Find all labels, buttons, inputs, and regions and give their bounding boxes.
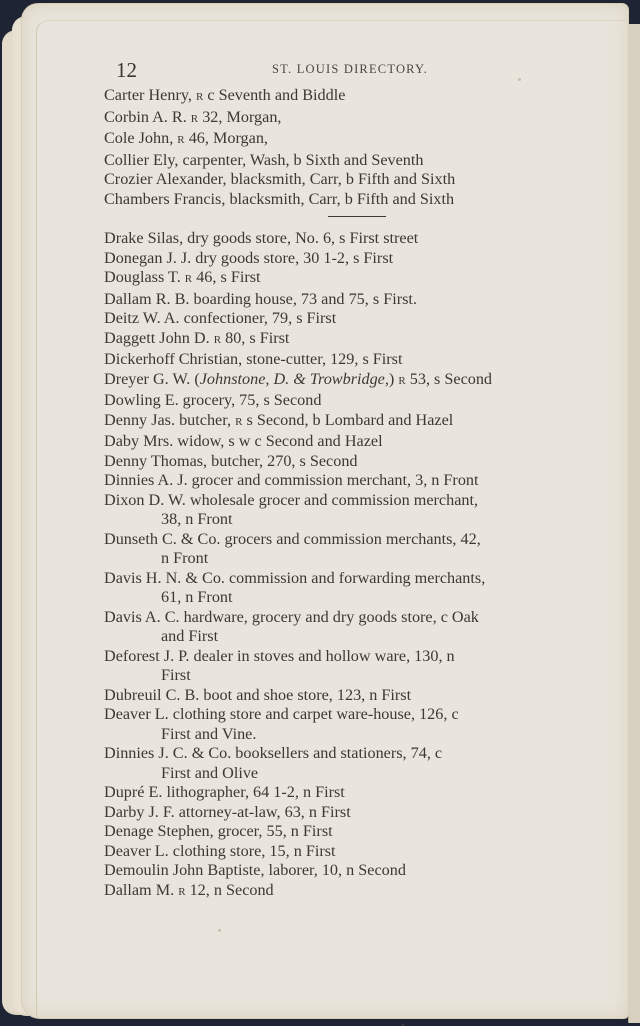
directory-entry xyxy=(104,170,604,190)
entry-text: Deaver L. clothing store and carpet ware-house, 126, c xyxy=(104,705,459,723)
entry-name: Cole John, xyxy=(104,129,174,147)
entry-text: Dallam M. xyxy=(104,880,179,899)
entry-text: Deaver L. clothing store, 15, n First xyxy=(104,841,336,860)
page-header xyxy=(116,58,596,82)
directory-entry xyxy=(104,309,604,329)
entry-text: 12, n Second xyxy=(185,880,274,899)
entry-name: Crozier Alexander, xyxy=(104,170,227,188)
entry-text: Daby Mrs. widow, s w c Second and Hazel xyxy=(104,432,383,450)
entry-text: Denny Jas. butcher, xyxy=(104,410,236,429)
directory-entry xyxy=(104,268,604,290)
directory-entry xyxy=(104,350,604,370)
entry-text: Dinnies J. C. & Co. booksellers and stationers, 74, c xyxy=(104,744,443,762)
entry-address: c Seventh and Biddle xyxy=(203,86,346,104)
entry-paren: ) xyxy=(388,369,399,388)
entry-details: blacksmith, Carr, b Fifth and Sixth xyxy=(226,170,456,188)
entry-text: Demoulin John Baptiste, laborer, 10, n Second xyxy=(104,861,406,879)
entry-text: Dowling E. grocery, 75, s Second xyxy=(104,391,322,409)
directory-entry xyxy=(104,370,604,392)
page-number: 12 xyxy=(116,58,137,82)
entry-text: Dunseth C. & Co. grocers and commission merchants, 42, xyxy=(104,529,481,548)
directory-entry xyxy=(104,608,604,647)
entry-firm: Johnstone, D. & Trowbridge, xyxy=(199,369,389,388)
residence-mark: R xyxy=(398,374,406,387)
entry-text: Dubreuil C. B. boot and shoe store, 123, n First xyxy=(104,685,412,704)
residence-mark: R xyxy=(184,273,193,285)
residence-mark: R xyxy=(178,885,186,898)
entry-continuation: First and Vine. xyxy=(161,724,257,743)
directory-entry xyxy=(104,744,604,783)
directory-entry xyxy=(104,471,604,491)
entry-details: carpenter, Wash, b Sixth and Seventh xyxy=(178,150,424,169)
directory-entry xyxy=(104,229,604,249)
entry-continuation: 61, n Front xyxy=(161,588,233,606)
entry-text: Dallam R. B. boarding house, 73 and 75, s First. xyxy=(104,289,417,308)
directory-entry xyxy=(104,411,604,433)
directory-entry xyxy=(104,329,604,351)
entry-text: Dupré E. lithographer, 64 1-2, n First xyxy=(104,783,345,801)
directory-entry xyxy=(104,705,604,744)
entry-text: Douglass T. xyxy=(104,268,185,286)
directory-entry xyxy=(104,108,604,130)
section-divider xyxy=(328,216,386,217)
residence-mark: R xyxy=(235,415,243,428)
directory-entry xyxy=(104,391,604,411)
directory-entries xyxy=(104,86,604,902)
entry-name: Corbin A. R. xyxy=(104,107,187,126)
directory-entry xyxy=(104,249,604,269)
directory-entry xyxy=(104,783,604,803)
entry-text: Deforest J. P. dealer in stoves and hollow ware, 130, n xyxy=(104,646,455,665)
paper-stain xyxy=(218,929,221,932)
residence-mark: R xyxy=(213,333,222,346)
entry-text: Denny Thomas, butcher, 270, s Second xyxy=(104,451,358,470)
directory-entry xyxy=(104,803,604,823)
directory-entry xyxy=(104,569,604,608)
directory-entry xyxy=(104,686,604,706)
entry-continuation: First and Olive xyxy=(161,763,259,782)
entry-continuation: and First xyxy=(161,627,219,645)
directory-entry xyxy=(104,86,604,108)
entry-text: Dixon D. W. wholesale grocer and commission merchant, xyxy=(104,490,479,509)
entry-address: 32, Morgan, xyxy=(198,107,282,126)
residence-mark: R xyxy=(196,91,204,103)
directory-entry xyxy=(104,190,604,210)
entry-address: 46, Morgan, xyxy=(184,129,268,147)
entry-name: Carter Henry, xyxy=(104,86,192,104)
entry-address: 53, s Second xyxy=(405,369,493,388)
directory-entry xyxy=(104,491,604,530)
entry-text: Dinnies A. J. grocer and commission merchant, 3, n Front xyxy=(104,471,479,489)
right-page-edge xyxy=(628,24,640,1023)
entry-text: Davis A. C. hardware, grocery and dry goods store, c Oak xyxy=(104,607,479,626)
directory-entry xyxy=(104,530,604,569)
entry-details: blacksmith, Carr, b Fifth and Sixth xyxy=(225,189,455,208)
directory-entry xyxy=(104,151,604,171)
directory-entry xyxy=(104,452,604,472)
directory-entry xyxy=(104,842,604,862)
directory-entry xyxy=(104,881,604,903)
entry-continuation: 38, n Front xyxy=(161,510,233,528)
entry-text: Dickerhoff Christian, stone-cutter, 129, s First xyxy=(104,350,403,368)
entry-name: Chambers Francis, xyxy=(104,189,226,208)
entry-continuation: First xyxy=(161,666,191,684)
directory-entry xyxy=(104,647,604,686)
entry-text: s Second, b Lombard and Hazel xyxy=(242,410,454,429)
entry-text: Darby J. F. attorney-at-law, 63, n First xyxy=(104,802,351,821)
entry-text: 80, s First xyxy=(221,328,290,347)
section-c xyxy=(104,86,604,209)
entry-name: Collier Ely, xyxy=(104,150,179,169)
entry-continuation: n Front xyxy=(161,549,209,567)
running-head: ST. LOUIS DIRECTORY. xyxy=(272,62,428,76)
entry-text: 46, s First xyxy=(192,268,261,286)
residence-mark: R xyxy=(190,112,199,125)
entry-text: Drake Silas, dry goods store, No. 6, s First street xyxy=(104,229,419,247)
entry-text: Davis H. N. & Co. commission and forwarding merchants, xyxy=(104,568,486,587)
entry-text: Deitz W. A. confectioner, 79, s First xyxy=(104,309,337,327)
directory-entry xyxy=(104,129,604,151)
directory-entry xyxy=(104,290,604,310)
entry-text: Donegan J. J. dry goods store, 30 1-2, s First xyxy=(104,248,394,267)
residence-mark: R xyxy=(177,134,185,146)
directory-entry xyxy=(104,822,604,842)
directory-entry xyxy=(104,432,604,452)
entry-text: Denage Stephen, grocer, 55, n First xyxy=(104,822,333,840)
entry-text: Daggett John D. xyxy=(104,328,214,347)
entry-name: Dreyer G. W. ( xyxy=(104,369,200,388)
directory-entry xyxy=(104,861,604,881)
section-d xyxy=(104,229,604,902)
